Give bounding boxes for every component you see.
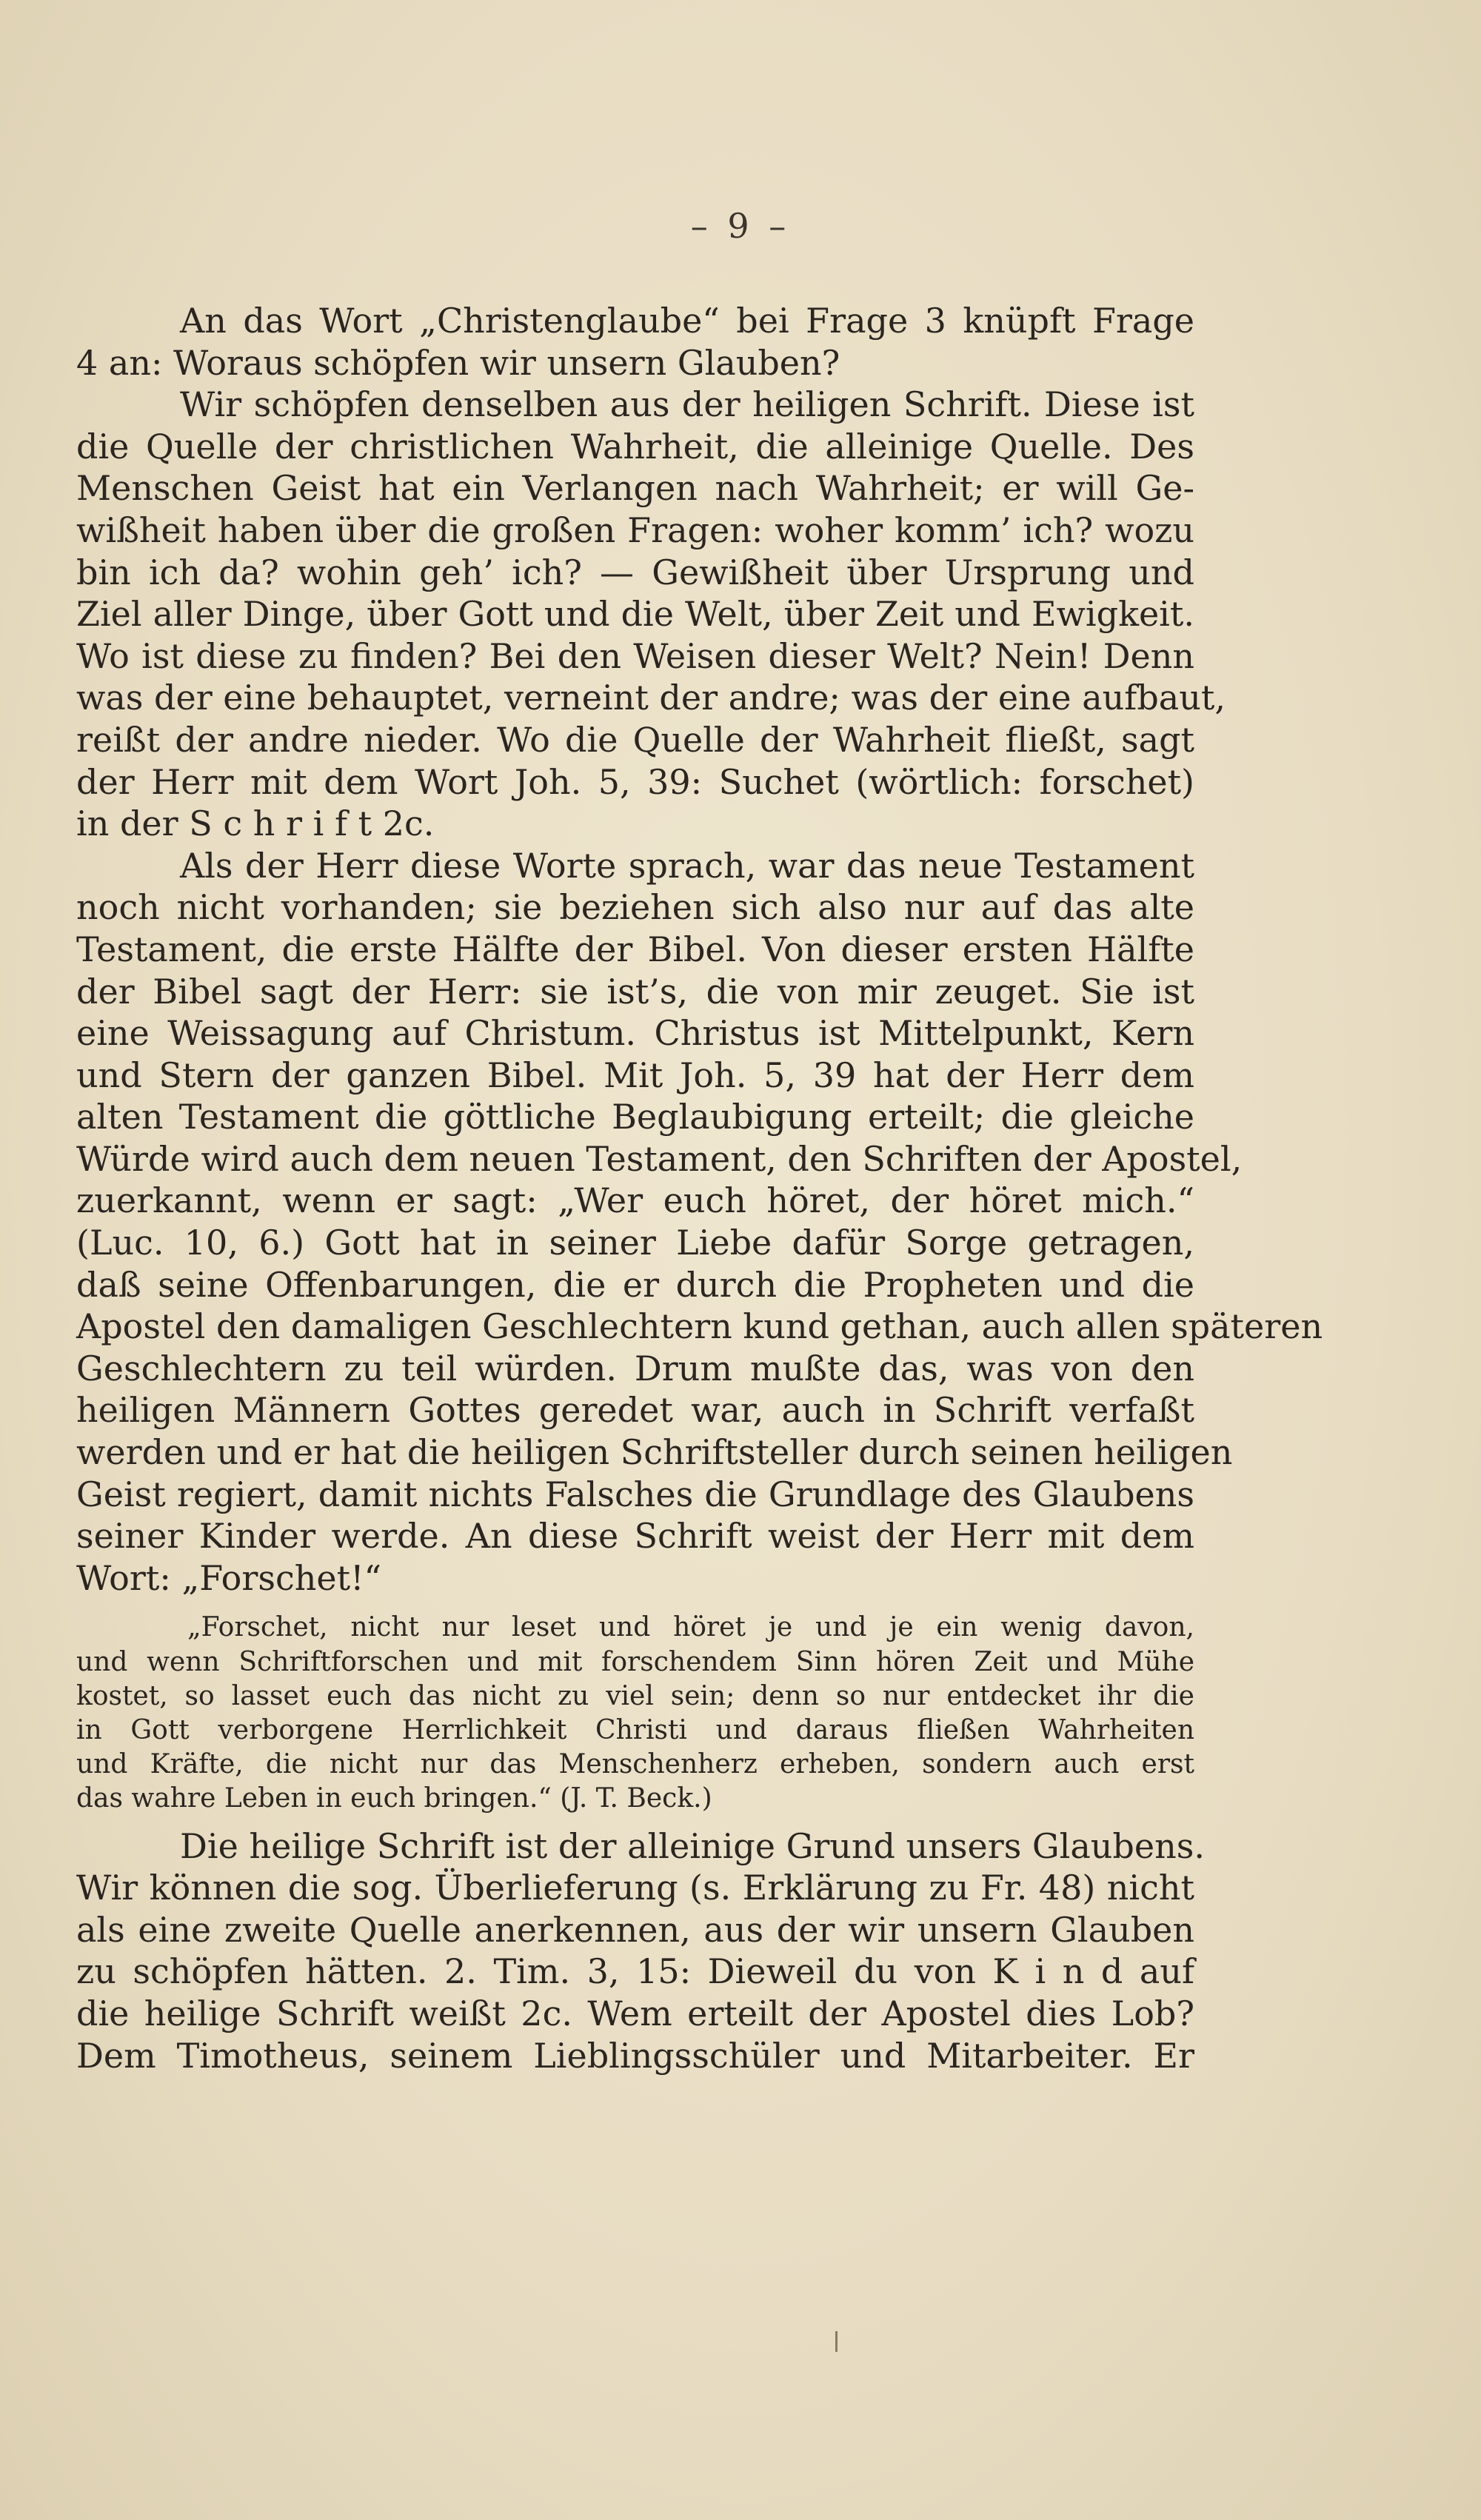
text-line: Als der Herr diese Worte sprach, war das neue Testament [180, 845, 1194, 886]
text-line: noch nicht vorhanden; sie beziehen sich also nur auf das alte [76, 887, 1194, 928]
quote-line: kostet, so lasset euch das nicht zu viel sein; denn so nur entdecket ihr die [76, 1680, 1194, 1711]
text-line: 4 an: Woraus schöpfen wir unsern Glauben? [76, 342, 840, 383]
text-line: daß seine Offenbarungen, die er durch die Propheten und die [76, 1264, 1194, 1305]
quote-line: „Forschet, nicht nur leset und höret je und je ein wenig davon, [187, 1612, 1194, 1643]
text-line: die Quelle der christlichen Wahrheit, die alleinige Quelle. Des [76, 426, 1194, 467]
paragraph-1 [76, 300, 1194, 384]
text-line: die heilige Schrift weißt 2c. Wem erteilt der Apostel dies Lob? [76, 1993, 1194, 2033]
text-line: Wir schöpfen denselben aus der heiligen Schrift. Diese ist [180, 384, 1194, 425]
quote-line: und Kräfte, die nicht nur das Menschenherz erheben, sondern auch erst [76, 1749, 1194, 1780]
text-line: reißt der andre nieder. Wo die Quelle der Wahrheit fließt, sagt [76, 719, 1194, 760]
text-line: Die heilige Schrift ist der alleinige Grund unsers Glaubens. [180, 1825, 1205, 1866]
text-line: Wort: „Forschet!“ [76, 1557, 382, 1598]
print-mark [835, 2331, 838, 2352]
text-line: Geist regiert, damit nichts Falsches die Grundlage des Glaubens [76, 1474, 1194, 1514]
text-line: Geschlechtern zu teil würden. Drum mußte das, was von den [76, 1348, 1194, 1388]
quote-line: das wahre Leben in euch bringen.“ (J. T. Beck.) [76, 1783, 712, 1814]
text-line: bin ich da? wohin geh’ ich? — Gewißheit über Ursprung und [76, 552, 1194, 592]
text-line: was der eine behauptet, verneint der andre; was der eine aufbaut, [76, 678, 1226, 718]
text-line: Würde wird auch dem neuen Testament, den Schriften der Apostel, [76, 1138, 1243, 1179]
text-line: Wo ist diese zu finden? Bei den Weisen dieser Welt? Nein! Denn [76, 635, 1194, 676]
paragraph-2 [76, 384, 1226, 845]
text-line: eine Weissagung auf Christum. Christus ist Mittelpunkt, Kern [76, 1013, 1194, 1054]
text-line: zuerkannt, wenn er sagt: „Wer euch höret, der höret mich.“ [76, 1180, 1194, 1221]
text-line: und Stern der ganzen Bibel. Mit Joh. 5, 39 hat der Herr dem [76, 1055, 1194, 1095]
text-line: alten Testament die göttliche Beglaubigung erteilt; die gleiche [76, 1097, 1194, 1137]
text-line: werden und er hat die heiligen Schriftsteller durch seinen heiligen [76, 1432, 1233, 1473]
body-text [76, 300, 1323, 2076]
paragraph-4 [76, 1825, 1205, 2077]
text-line: Testament, die erste Hälfte der Bibel. Von dieser ersten Hälfte [76, 929, 1194, 969]
text-line: An das Wort „Christenglaube“ bei Frage 3 knüpft Frage [180, 301, 1194, 341]
text-line: Dem Timotheus, seinem Lieblingsschüler und Mitarbeiter. Er [76, 2035, 1194, 2076]
text-line: Ziel aller Dinge, über Gott und die Welt, über Zeit und Ewigkeit. [76, 594, 1194, 635]
page-number: – 9 – [690, 206, 791, 246]
text-line: Wir können die sog. Überlieferung (s. Erklärung zu Fr. 48) nicht [76, 1868, 1194, 1908]
text-line: seiner Kinder werde. An diese Schrift weist der Herr mit dem [76, 1516, 1194, 1557]
text-line: der Herr mit dem Wort Joh. 5, 39: Suchet (wörtlich: forschet) [76, 761, 1194, 802]
block-quote [76, 1611, 1194, 1816]
text-line: Menschen Geist hat ein Verlangen nach Wahrheit; er will Ge- [76, 468, 1194, 509]
text-line: Apostel den damaligen Geschlechtern kund gethan, auch allen späteren [76, 1306, 1323, 1347]
text-line: zu schöpfen hätten. 2. Tim. 3, 15: Dieweil du von K i n d auf [76, 1951, 1194, 1992]
text-line: in der S c h r i f t 2c. [76, 803, 435, 844]
quote-line: in Gott verborgene Herrlichkeit Christi und daraus fließen Wahrheiten [76, 1714, 1194, 1745]
quote-line: und wenn Schriftforschen und mit forschendem Sinn hören Zeit und Mühe [76, 1646, 1194, 1677]
text-line: heiligen Männern Gottes geredet war, auch in Schrift verfaßt [76, 1390, 1194, 1431]
text-line: der Bibel sagt der Herr: sie ist’s, die von mir zeuget. Sie ist [76, 971, 1194, 1012]
paragraph-3 [76, 845, 1323, 1600]
text-line: (Luc. 10, 6.) Gott hat in seiner Liebe dafür Sorge getragen, [76, 1223, 1194, 1263]
text-line: wißheit haben über die großen Fragen: woher komm’ ich? wozu [76, 509, 1194, 550]
text-line: als eine zweite Quelle anerkennen, aus der wir unsern Glauben [76, 1909, 1194, 1950]
